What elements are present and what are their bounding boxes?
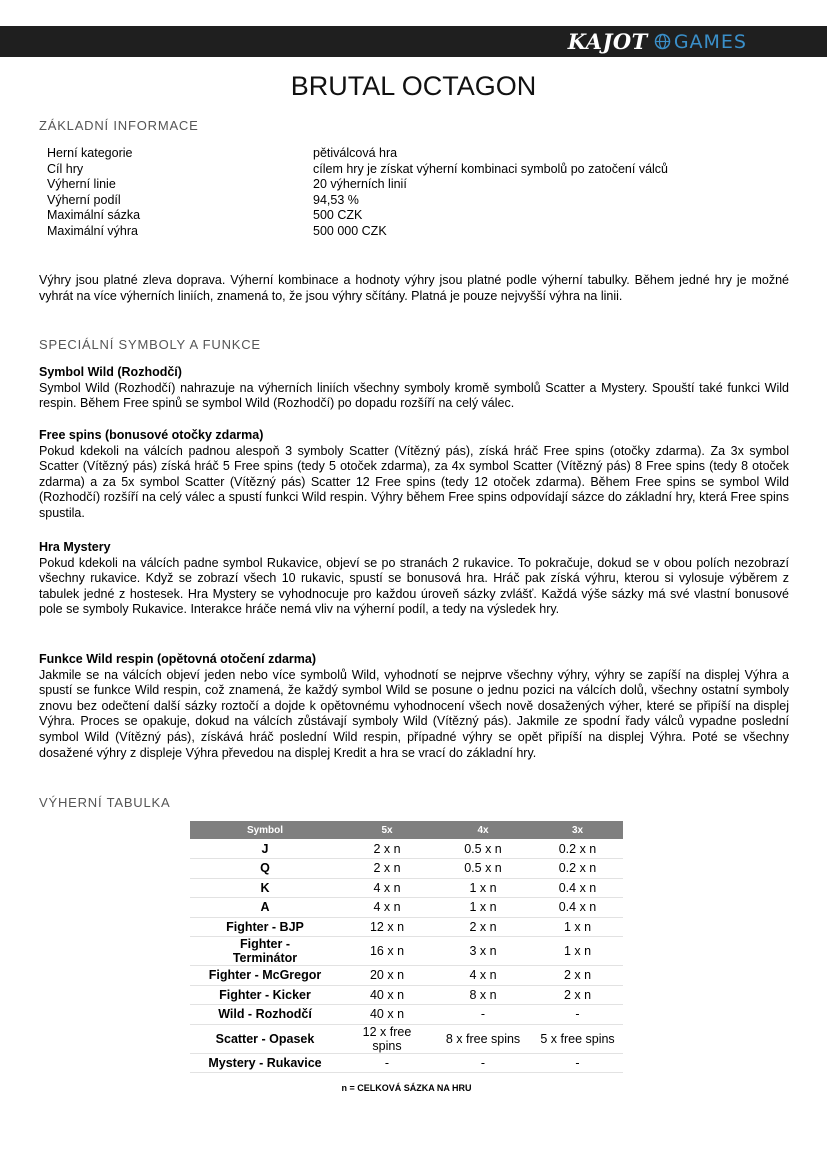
cell-4x: 8 x n [434, 985, 532, 1005]
basic-info-table [47, 146, 668, 239]
paytable [190, 821, 623, 1073]
col-header: Symbol [190, 821, 340, 839]
info-key: Maximální sázka [47, 208, 141, 222]
table-row [190, 1005, 623, 1025]
block-wild [39, 365, 789, 412]
info-key: Výherní linie [47, 177, 116, 191]
table-row [190, 878, 623, 898]
section-heading-basic-info: ZÁKLADNÍ INFORMACE [39, 118, 199, 133]
info-row [47, 208, 668, 224]
col-header: 4x [434, 821, 532, 839]
cell-4x: 1 x n [434, 878, 532, 898]
block-free-spins [39, 428, 789, 522]
section-heading-paytable: VÝHERNÍ TABULKA [39, 795, 171, 810]
cell-3x: 2 x n [532, 985, 623, 1005]
cell-4x: 4 x n [434, 966, 532, 986]
logo-games-text [654, 31, 747, 53]
block-title: Free spins (bonusové otočky zdarma) [39, 428, 264, 442]
info-key: Maximální výhra [47, 223, 138, 238]
section-heading-special: SPECIÁLNÍ SYMBOLY A FUNKCE [39, 337, 261, 352]
cell-3x: 5 x free spins [532, 1024, 623, 1053]
cell-4x: - [434, 1053, 532, 1073]
cell-3x: - [532, 1053, 623, 1073]
cell-symbol: Q [190, 859, 340, 879]
info-key: Herní kategorie [47, 146, 133, 160]
table-row [190, 859, 623, 879]
cell-3x: 2 x n [532, 966, 623, 986]
cell-symbol: Fighter - BJP [190, 917, 340, 937]
cell-symbol: Fighter - Terminátor [190, 937, 340, 966]
cell-symbol: Fighter - Kicker [190, 985, 340, 1005]
cell-4x: - [434, 1005, 532, 1025]
cell-5x: 4 x n [340, 898, 434, 918]
cell-3x: 1 x n [532, 917, 623, 937]
table-row [190, 937, 623, 966]
info-row [47, 224, 668, 240]
cell-5x: 2 x n [340, 859, 434, 879]
cell-5x: 12 x free spins [340, 1024, 434, 1053]
table-row [190, 898, 623, 918]
cell-5x: 16 x n [340, 937, 434, 966]
table-row [190, 917, 623, 937]
cell-5x: 40 x n [340, 985, 434, 1005]
cell-4x: 1 x n [434, 898, 532, 918]
cell-5x: - [340, 1053, 434, 1073]
win-rules-note: Výhry jsou platné zleva doprava. Výherní kombinace a hodnoty výhry jsou platné podle výherní tabulky. Během jedné hry je možné vyhrát na více výherních liniích, znamená to, že jsou výhry sčítány. Platná je pouze nejvyšší výhra na linii. [39, 273, 789, 303]
block-title: Hra Mystery [39, 540, 111, 554]
block-text: Pokud kdekoli na válcích padnou alespoň 3 symboly Scatter (Vítězný pás), získá hráč Free spins (otočky zdarma). Za 3x symbol Scatter (Vítězný pás) získá hráč 5 Free spins (tedy 5 otoček zdarma), za 4x symbol Scatter (Vítězný pás) 8 Free spins (tedy 8 otoček zdarma) a za 5x symbol Scatter (Vítězný pás) Scatter 12 Free spins (tedy 12 otoček zdarma). Během Free spins se symbol Wild (Rozhodčí) rozšíří na celý válec a spustí funkci Wild respin. Výhry během Free spins odpovídají sázce do základní hry, která Free spins spustila. [39, 443, 789, 520]
cell-symbol: Wild - Rozhodčí [190, 1005, 340, 1025]
cell-4x: 0.5 x n [434, 839, 532, 859]
table-row [190, 985, 623, 1005]
block-title: Funkce Wild respin (opětovná otočení zdarma) [39, 652, 317, 666]
header-bar [0, 26, 827, 57]
cell-symbol: J [190, 839, 340, 859]
block-text: Pokud kdekoli na válcích padne symbol Rukavice, objeví se po stranách 2 rukavice. To pokračuje, dokud se v obou polích nezobrazí všechny rukavice. Když se zobrazí všech 10 rukavic, spustí se bonusová hra. Hráč pak získá výhru, kterou si vylosuje výběrem z tabulek jedné z hostesek. Hra Mystery se vyhodnocuje pro každou úroveň sázky zvlášť. Každá výše sázky má své vlastní bonusové pole se symboly Rukavice. Interakce hráče nemá vliv na výherní podíl, a tedy na výsledek hry. [39, 555, 789, 617]
paytable-header [190, 821, 623, 839]
globe-icon [654, 33, 671, 50]
cell-symbol: Mystery - Rukavice [190, 1053, 340, 1073]
block-wild-respin [39, 652, 789, 761]
cell-4x: 2 x n [434, 917, 532, 937]
cell-5x: 12 x n [340, 917, 434, 937]
cell-5x: 20 x n [340, 966, 434, 986]
table-row [190, 1053, 623, 1073]
cell-symbol: Scatter - Opasek [190, 1024, 340, 1053]
info-value: 500 000 CZK [313, 223, 387, 238]
block-text: Jakmile se na válcích objeví jeden nebo více symbolů Wild, vyhodnotí se nejprve všechny výhry, výhry se zapíší na displej Výhra a spustí se funkce Wild respin, což znamená, že každý symbol Wild se posune o jednu pozici na válcích dolů, všechny ostatní symboly znovu bez odečtení další sázky roztočí a dojde k opětovnému vyhodnocení všech nově dosažených výher, které se připíší na displej Výhra. Proces se opakuje, dokud na válcích zůstávají symboly Wild (Vítězný pás). Jakmile ze spodní řady válců vypadne poslední symbol Wild (Vítězný pás), získává hráč poslední Wild respin, případné výhry se opět připíší na displej Výhra. Poté se všechny dosažené výhry z displeje Výhra převedou na displej Kredit a hra se vrací do základní hry. [39, 667, 789, 760]
cell-4x: 0.5 x n [434, 859, 532, 879]
cell-3x: 0.4 x n [532, 898, 623, 918]
info-key: Výherní podíl [47, 192, 121, 207]
page-title: BRUTAL OCTAGON [290, 71, 537, 101]
cell-3x: - [532, 1005, 623, 1025]
cell-5x: 40 x n [340, 1005, 434, 1025]
cell-3x: 0.4 x n [532, 878, 623, 898]
col-header: 5x [340, 821, 434, 839]
cell-4x: 8 x free spins [434, 1024, 532, 1053]
table-row [190, 1024, 623, 1053]
cell-symbol: A [190, 898, 340, 918]
info-row [47, 193, 668, 209]
logo-games-label: GAMES [673, 30, 747, 53]
info-key: Cíl hry [47, 161, 84, 176]
info-value: cílem hry je získat výherní kombinaci symbolů po zatočení válců [313, 161, 669, 176]
cell-5x: 4 x n [340, 878, 434, 898]
info-value: pětiválcová hra [313, 146, 398, 160]
col-header: 3x [532, 821, 623, 839]
block-text: Symbol Wild (Rozhodčí) nahrazuje na výherních liniích všechny symboly kromě symbolů Scatter a Mystery. Spouští také funkci Wild respin. Během Free spinů se symbol Wild (Rozhodčí) po dopadu rozšíří na celý válec. [39, 380, 789, 411]
block-title: Symbol Wild (Rozhodčí) [39, 365, 182, 379]
info-value: 20 výherních linií [313, 177, 407, 191]
cell-4x: 3 x n [434, 937, 532, 966]
info-row [47, 146, 668, 162]
table-row [190, 839, 623, 859]
cell-symbol: K [190, 878, 340, 898]
kajot-games-logo [568, 28, 747, 55]
info-value: 500 CZK [313, 208, 363, 222]
paytable-footnote: n = CELKOVÁ SÁZKA NA HRU [341, 1083, 472, 1093]
cell-3x: 0.2 x n [532, 839, 623, 859]
cell-5x: 2 x n [340, 839, 434, 859]
info-value: 94,53 % [313, 192, 359, 207]
info-row [47, 177, 668, 193]
info-row [47, 162, 668, 178]
block-mystery [39, 540, 789, 618]
cell-symbol: Fighter - McGregor [190, 966, 340, 986]
cell-3x: 1 x n [532, 937, 623, 966]
cell-3x: 0.2 x n [532, 859, 623, 879]
logo-kajot-text: KAJOT [567, 29, 648, 54]
table-row [190, 966, 623, 986]
